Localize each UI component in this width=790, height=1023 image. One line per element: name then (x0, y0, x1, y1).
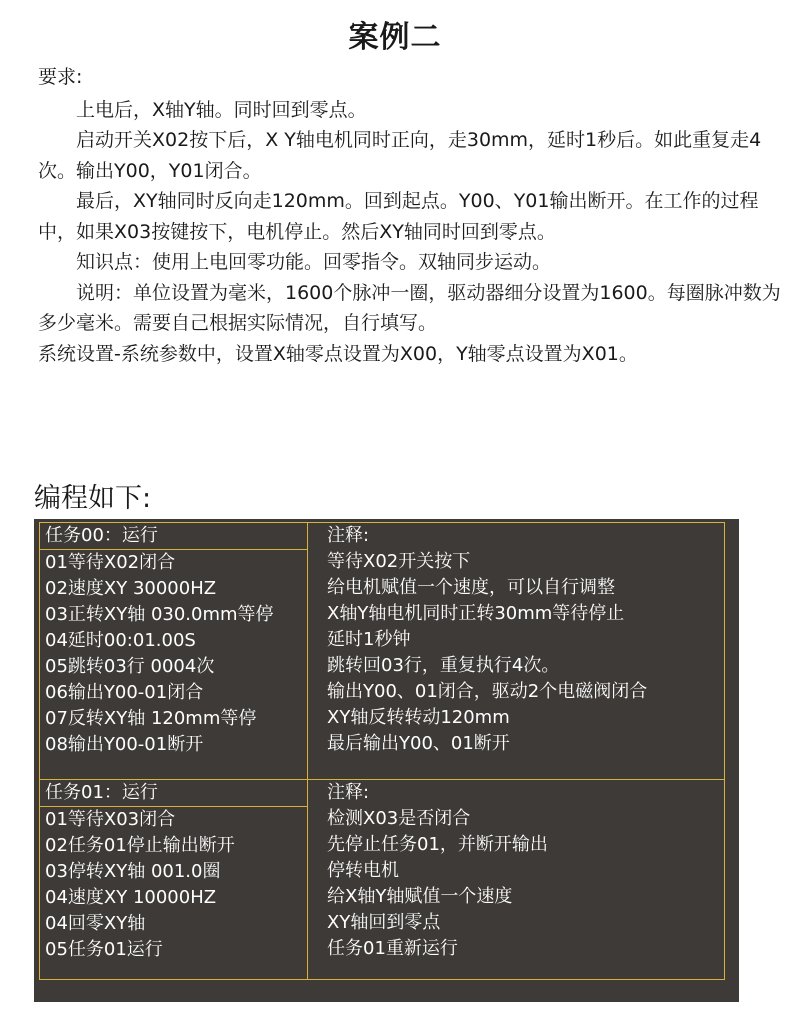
step-note: 任务01重新运行 (327, 938, 458, 959)
note-header: 注释: (327, 525, 370, 546)
step-note: 检测X03是否闭合 (327, 808, 471, 829)
programming-heading: 编程如下: (34, 483, 152, 514)
step-note: 等待X02开关按下 (327, 551, 471, 572)
program-panel (34, 519, 739, 1002)
program-step: 02速度XY 30000HZ (45, 578, 217, 599)
requirement-last-line: 系统设置-系统参数中，设置X轴零点设置为X00，Y轴零点设置为X01。 (38, 342, 638, 365)
task-01-block (39, 779, 725, 980)
requirement-paragraph: 启动开关X02按下后，X Y轴电机同时正向，走30mm，延时1秒后。如此重复走4次。输出Y00，Y01闭合。 (38, 129, 762, 182)
program-step: 08输出Y00-01断开 (45, 734, 204, 755)
step-note: XY轴反转转动120mm (327, 707, 510, 728)
task-01-header: 任务01：运行 (40, 780, 307, 807)
program-step: 03停转XY轴 001.0圈 (45, 861, 221, 882)
task-00-steps (40, 523, 308, 779)
step-note: XY轴回到零点 (327, 912, 441, 933)
step-note: 输出Y00、01闭合，驱动2个电磁阀闭合 (327, 681, 648, 702)
requirement-paragraph: 最后，XY轴同时反向走120mm。回到起点。Y00、Y01输出断开。在工作的过程中，如果X03按键按下，电机停止。然后XY轴同时回到零点。 (38, 190, 759, 243)
step-note: 给X轴Y轴赋值一个速度 (327, 886, 513, 907)
program-step: 06输出Y00-01闭合 (45, 682, 204, 703)
step-note: 延时1秒钟 (327, 629, 411, 650)
step-note: 先停止任务01，并断开输出 (327, 834, 548, 855)
program-step: 04延时00:01.00S (45, 630, 196, 651)
task-00-notes (308, 523, 724, 779)
note-header: 注释: (327, 782, 370, 803)
task-00-block (39, 522, 725, 780)
program-step: 05跳转03行 0004次 (45, 656, 215, 677)
requirement-paragraph: 上电后，X轴Y轴。同时回到零点。 (76, 98, 367, 121)
program-step: 05任务01运行 (45, 939, 163, 960)
step-note: 给电机赋值一个速度，可以自行调整 (327, 577, 615, 598)
step-note: 最后输出Y00、01断开 (327, 733, 510, 754)
program-step: 03正转XY轴 030.0mm等停 (45, 604, 274, 625)
requirement-paragraph: 知识点：使用上电回零功能。回零指令。双轴同步运动。 (76, 251, 552, 273)
task-01-steps (40, 780, 308, 979)
requirement-paragraph: 说明：单位设置为毫米，1600个脉冲一圈，驱动器细分设置为1600。每圈脉冲数为多少毫米。需要自己根据实际情况，自行填写。 (38, 281, 781, 334)
program-step: 01等待X02闭合 (45, 552, 176, 573)
page-title: 案例二 (348, 20, 442, 55)
program-step: 02任务01停止输出断开 (45, 835, 235, 856)
step-note: X轴Y轴电机同时正转30mm等待停止 (327, 603, 625, 624)
program-step: 04速度XY 10000HZ (45, 887, 217, 908)
step-note: 停转电机 (327, 860, 399, 881)
requirements-section (38, 62, 783, 369)
program-step: 04回零XY轴 (45, 913, 146, 934)
program-step: 01等待X03闭合 (45, 809, 176, 830)
task-00-header: 任务00：运行 (40, 523, 307, 550)
task-01-notes (308, 780, 724, 979)
step-note: 跳转回03行，重复执行4次。 (327, 655, 560, 676)
program-step: 07反转XY轴 120mm等停 (45, 708, 257, 729)
requirements-label: 要求: (38, 66, 83, 88)
